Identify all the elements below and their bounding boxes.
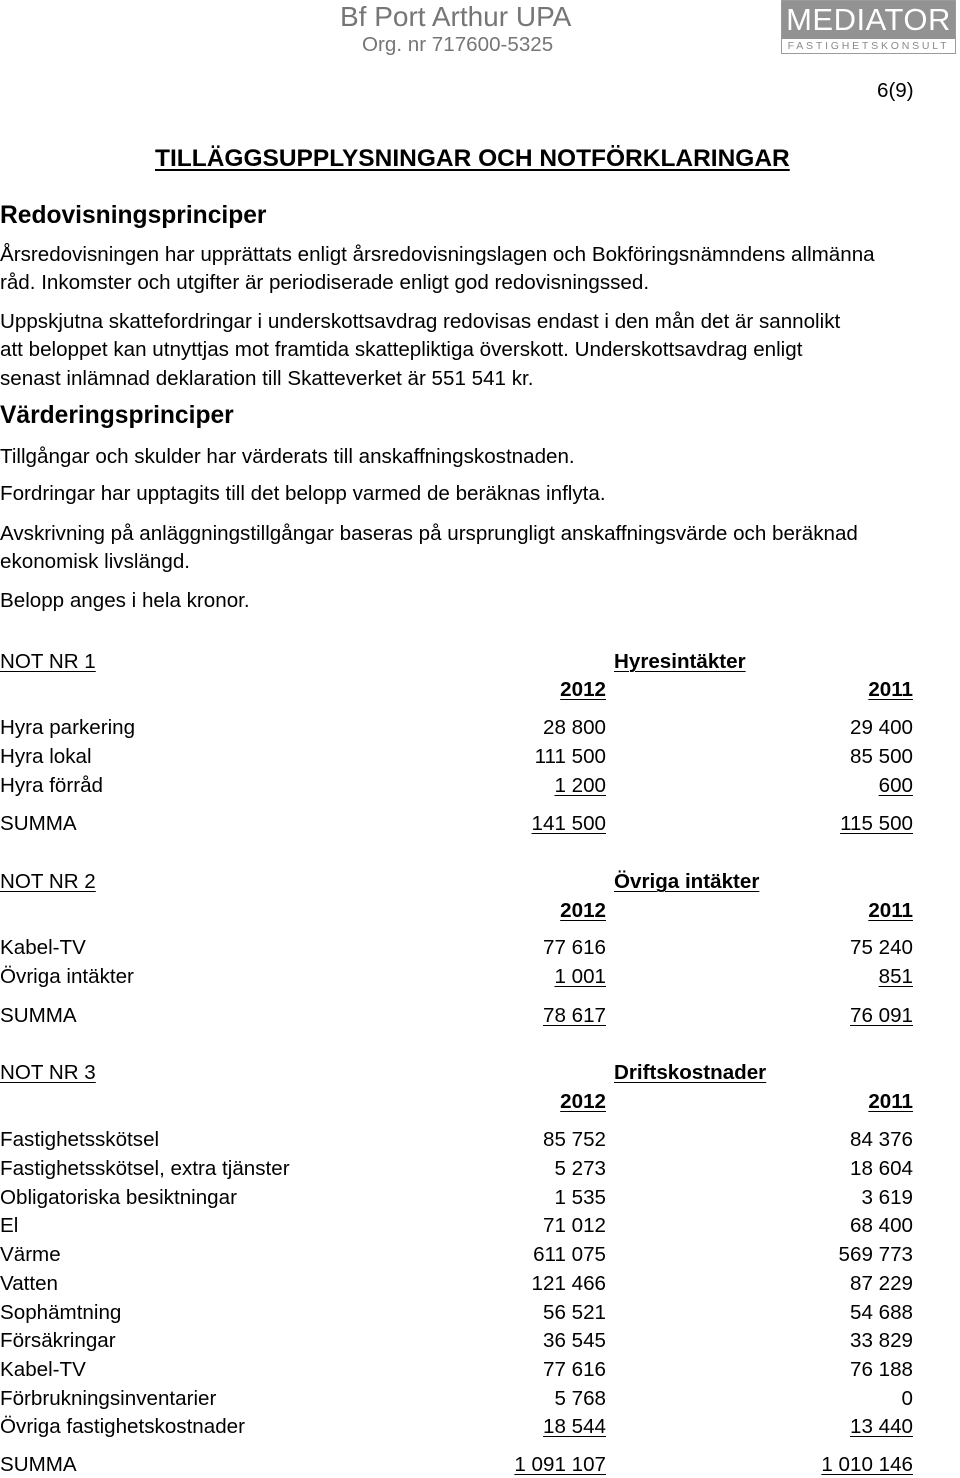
row-label: Övriga fastighetskostnader (0, 1415, 245, 1439)
note-2 (0, 871, 960, 1027)
paragraph-line: Belopp anges i hela kronor. (0, 588, 250, 612)
row-label: Hyra parkering (0, 716, 136, 740)
table-row (0, 1416, 960, 1438)
note-header-row (0, 871, 960, 893)
paragraph-line: Uppskjutna skattefordringar i underskottsavdrag redovisas endast i den mån det är sannolikt (0, 309, 841, 333)
value-current: 5 273 (554, 1157, 606, 1181)
row-label: Fastighetsskötsel, extra tjänster (0, 1157, 290, 1181)
value-previous: 18 604 (850, 1157, 913, 1181)
row-label: Kabel-TV (0, 936, 86, 960)
row-label: Hyra lokal (0, 745, 92, 769)
valuation-paragraph-4 (0, 587, 250, 615)
value-previous: 76 188 (850, 1357, 913, 1381)
value-previous: 84 376 (850, 1128, 913, 1152)
note-label: NOT NR 1 (0, 650, 96, 673)
organization-name: Bf Port Arthur UPA (340, 1, 572, 32)
value-previous: 75 240 (850, 936, 913, 960)
accounting-principles-heading: Redovisningsprinciper (0, 201, 267, 229)
value-previous: 851 (878, 965, 913, 989)
total-current: 141 500 (531, 812, 606, 836)
year-previous: 2011 (868, 899, 913, 923)
paragraph-line: ekonomisk livslängd. (0, 550, 191, 574)
value-current: 85 752 (543, 1128, 606, 1152)
value-current: 56 521 (543, 1300, 606, 1324)
value-current: 71 012 (543, 1214, 606, 1238)
valuation-paragraph-1 (0, 443, 575, 471)
note-title: Hyresintäkter (614, 650, 746, 673)
row-label: Fastighetsskötsel (0, 1128, 160, 1152)
value-current: 611 075 (533, 1243, 606, 1267)
value-current: 1 001 (554, 965, 606, 989)
note-label: NOT NR 3 (0, 1061, 96, 1085)
value-current: 121 466 (531, 1271, 606, 1295)
value-previous: 33 829 (850, 1329, 913, 1353)
accounting-paragraph-1 (0, 241, 875, 298)
value-previous: 54 688 (850, 1300, 913, 1324)
paragraph-line: Tillgångar och skulder har värderats till anskaffningskostnaden. (0, 444, 575, 468)
value-current: 1 535 (554, 1185, 606, 1209)
row-label: El (0, 1214, 19, 1238)
value-current: 5 768 (554, 1386, 606, 1410)
value-current: 77 616 (543, 936, 606, 960)
total-row (0, 813, 960, 835)
table-row (0, 775, 960, 797)
table-row (0, 966, 960, 988)
value-previous: 68 400 (850, 1214, 913, 1238)
value-current: 77 616 (543, 1357, 606, 1381)
row-label: Värme (0, 1243, 61, 1267)
value-current: 28 800 (543, 716, 606, 740)
table-row (0, 937, 960, 959)
table-row (0, 1330, 960, 1352)
mediator-logo (781, 0, 956, 54)
value-previous: 0 (901, 1386, 913, 1410)
table-row (0, 1302, 960, 1324)
page-title: TILLÄGGSUPPLYSNINGAR OCH NOTFÖRKLARINGAR (155, 144, 790, 172)
total-previous: 1 010 146 (821, 1453, 913, 1477)
total-label: SUMMA (0, 1453, 77, 1477)
note-title: Driftskostnader (614, 1061, 767, 1085)
paragraph-line: Avskrivning på anläggningstillgångar baseras på ursprungligt anskaffningsvärde och beräknad (0, 521, 858, 545)
note-header-row (0, 651, 960, 673)
year-current: 2012 (560, 1090, 606, 1114)
row-label: Försäkringar (0, 1329, 116, 1353)
table-row (0, 1273, 960, 1295)
year-header-row (0, 900, 960, 922)
year-header-row (0, 1091, 960, 1113)
year-previous: 2011 (868, 1090, 913, 1114)
valuation-paragraph-3 (0, 520, 858, 577)
paragraph-line: Årsredovisningen har upprättats enligt årsredovisningslagen och Bokföringsnämndens allmänna (0, 242, 875, 266)
accounting-paragraph-2 (0, 308, 840, 393)
note-title: Övriga intäkter (614, 870, 760, 894)
paragraph-line: råd. Inkomster och utgifter är periodiserade enligt god redovisningssed. (0, 271, 650, 295)
logo-sub-text: FASTIGHETSKONSULT (787, 40, 950, 52)
value-previous: 3 619 (861, 1185, 913, 1209)
valuation-paragraph-2 (0, 480, 606, 508)
paragraph-line: senast inlämnad deklaration till Skatteverket är 551 541 kr. (0, 366, 534, 390)
row-label: Hyra förråd (0, 773, 103, 797)
year-header-row (0, 679, 960, 701)
paragraph-line: att beloppet kan utnyttjas mot framtida skattepliktiga överskott. Underskottsavdrag enligt (0, 338, 803, 362)
organization-number: Org. nr 717600-5325 (362, 33, 554, 56)
table-row (0, 717, 960, 739)
year-current: 2012 (560, 899, 606, 923)
value-previous: 87 229 (850, 1271, 913, 1295)
table-row (0, 1158, 960, 1180)
value-previous: 85 500 (850, 745, 913, 769)
table-row (0, 1388, 960, 1410)
year-current: 2012 (560, 678, 606, 701)
total-row (0, 1454, 960, 1476)
table-row (0, 1187, 960, 1209)
value-current: 18 544 (543, 1415, 606, 1439)
value-previous: 29 400 (850, 716, 913, 740)
row-label: Kabel-TV (0, 1357, 86, 1381)
year-previous: 2011 (868, 678, 913, 701)
table-row (0, 1244, 960, 1266)
total-label: SUMMA (0, 1004, 77, 1028)
page-number: 6(9) (877, 79, 914, 102)
total-current: 1 091 107 (514, 1453, 606, 1477)
row-label: Övriga intäkter (0, 965, 134, 989)
row-label: Obligatoriska besiktningar (0, 1185, 237, 1209)
value-previous: 600 (878, 773, 913, 797)
note-label: NOT NR 2 (0, 870, 96, 894)
valuation-principles-heading: Värderingsprinciper (0, 401, 234, 429)
value-previous: 13 440 (850, 1415, 913, 1439)
total-previous: 76 091 (850, 1004, 913, 1028)
total-current: 78 617 (543, 1004, 606, 1028)
note-3 (0, 1062, 960, 1477)
total-row (0, 1005, 960, 1027)
value-current: 36 545 (543, 1329, 606, 1353)
table-row (0, 1215, 960, 1237)
table-row (0, 1129, 960, 1151)
logo-main-text: MEDIATOR (782, 1, 955, 39)
note-header-row (0, 1062, 960, 1084)
row-label: Förbrukningsinventarier (0, 1386, 217, 1410)
value-current: 111 500 (534, 745, 606, 769)
value-previous: 569 773 (838, 1243, 913, 1267)
total-previous: 115 500 (840, 812, 913, 836)
note-1 (0, 651, 960, 836)
row-label: Sophämtning (0, 1300, 122, 1324)
total-label: SUMMA (0, 812, 77, 836)
value-current: 1 200 (554, 773, 606, 797)
table-row (0, 1359, 960, 1381)
paragraph-line: Fordringar har upptagits till det belopp varmed de beräknas inflyta. (0, 481, 606, 505)
table-row (0, 746, 960, 768)
row-label: Vatten (0, 1271, 59, 1295)
